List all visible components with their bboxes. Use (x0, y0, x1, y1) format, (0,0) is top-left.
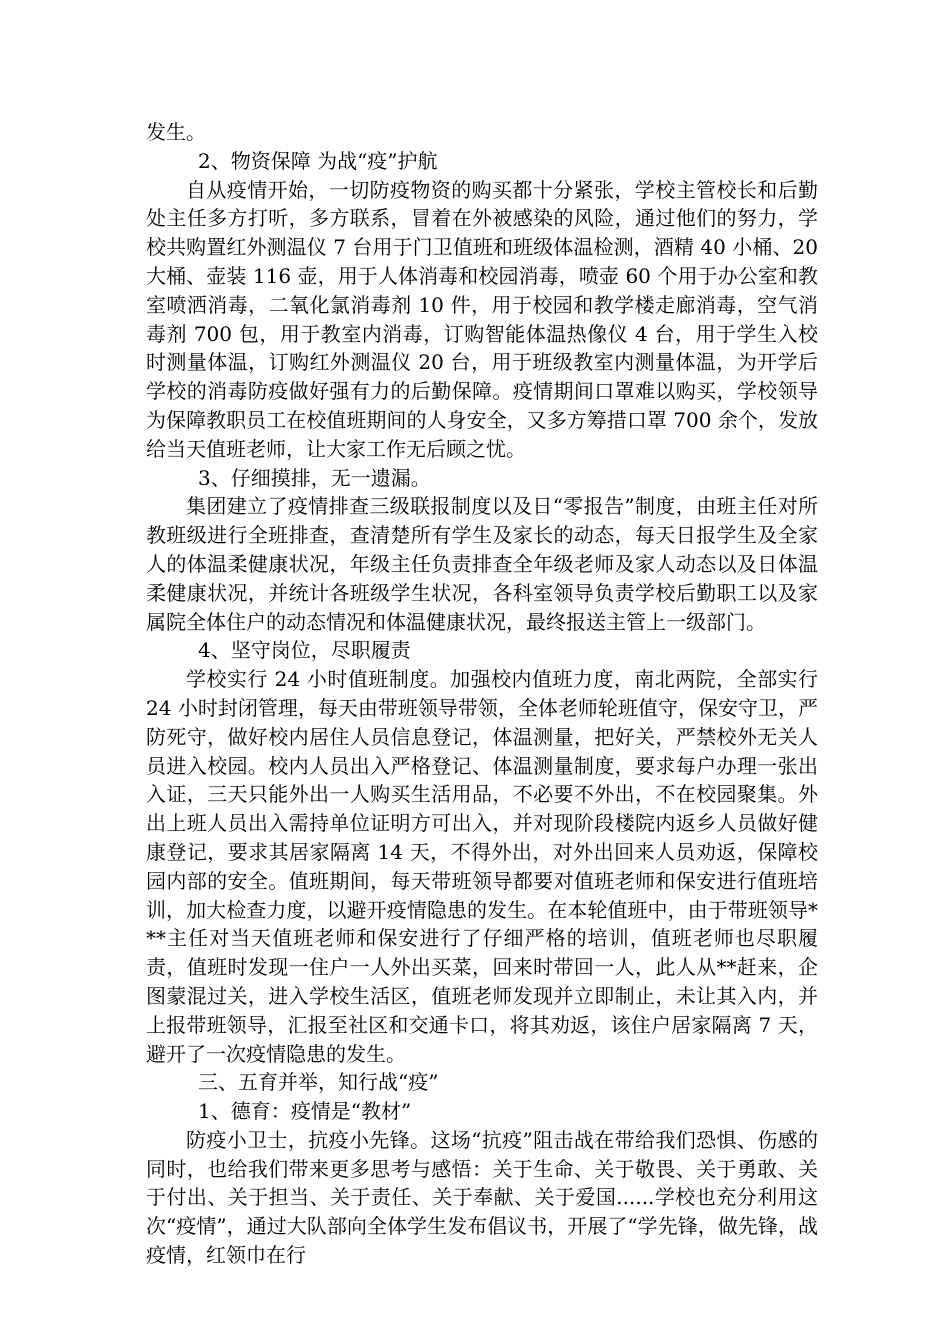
section-heading-duty: 4、坚守岗位，尽职履责 (198, 638, 411, 663)
section-heading-screening: 3、仔细摸排，无一遗漏。 (198, 465, 431, 490)
paragraph-supplies: 自从疫情开始，一切防疫物资的购买都十分紧张，学校主管校长和后勤处主任多方打听，多方联系，冒着在外被感染的风险，通过他们的努力，学校共购置红外测温仪 7 台用于门卫值班和班级体温检测，酒精 40 小桶、20 大桶、壶装 116 壶，用于人体消毒和校园消毒，喷壶 60 个用于办公室和教室喷洒消毒，二氧化氯消毒剂 10 件，用于校园和教学楼走廊消毒，空气消毒剂 700 包，用于教室内消毒，订购智能体温热像仪 4 台，用于学生入校时测量体温，订购红外测温仪 20 台，用于班级教室内测量体温，为开学后学校的消毒防疫做好强有力的后勤保障。疫情期间口罩难以购买，学校领导为保障教职员工在校值班期间的人身安全，又多方筹措口罩 700 余个，发放给当天值班老师，让大家工作无后顾之忧。 (146, 177, 818, 461)
section-heading-supplies: 2、物资保障 为战“疫”护航 (198, 148, 438, 173)
paragraph-moral-education: 防疫小卫士，抗疫小先锋。这场“抗疫”阻击战在带给我们恐惧、伤感的同时，也给我们带来更多思考与感悟：关于生命、关于敬畏、关于勇敢、关于付出、关于担当、关于责任、关于奉献、关于爱国......学校也充分利用这次“疫情”，通过大队部向全体学生发布倡议书，开展了“学先锋，做先锋，战疫情，红领巾在行 (146, 1127, 818, 1268)
paragraph-duty: 学校实行 24 小时值班制度。加强校内值班力度，南北两院，全部实行 24 小时封闭管理，每天由带班领导带领，全体老师轮班值守，保安守卫，严防死守，做好校内居住人员信息登记，体温测量，把好关，严禁校外无关人员进入校园。校内人员出入严格登记、体温测量制度，要求每户办理一张出入证，三天只能外出一人购买生活用品，不必要不外出，不在校园聚集。外出上班人员出入需持单位证明方可出入，并对现阶段楼院内返乡人员做好健康登记，要求其居家隔离 14 天，不得外出，对外出回来人员劝返，保障校园内部的安全。值班期间，每天带班领导都要对值班老师和保安进行值班培训，加大检查力度，以避开疫情隐患的发生。在本轮值班中，由于带班领导***主任对当天值班老师和保安进行了仔细严格的培训，值班老师也尽职履责，值班时发现一住户一人外出买菜，回来时带回一人，此人从**赶来，企图蒙混过关，进入学校生活区，值班老师发现并立即制止，未让其入内，并上报带班领导，汇报至社区和交通卡口，将其劝返，该住户居家隔离 7 天，避开了一次疫情隐患的发生。 (146, 667, 818, 1066)
paragraph-screening: 集团建立了疫情排查三级联报制度以及日“零报告”制度，由班主任对所教班级进行全班排查，查清楚所有学生及家长的动态，每天日报学生及全家人的体温柔健康状况，年级主任负责排查全年级老师及家人动态以及日体温柔健康状况，并统计各班级学生状况，各科室领导负责学校后勤职工以及家属院全体住户的动态情况和体温健康状况，最终报送主管上一级部门。 (146, 494, 818, 634)
section-heading-moral-education: 1、德育：疫情是“教材” (198, 1099, 412, 1124)
continuation-paragraph: 发生。 (146, 120, 206, 144)
section-heading-five-education: 三、五育并举，知行战“疫” (198, 1070, 439, 1095)
document-body (146, 118, 818, 1270)
